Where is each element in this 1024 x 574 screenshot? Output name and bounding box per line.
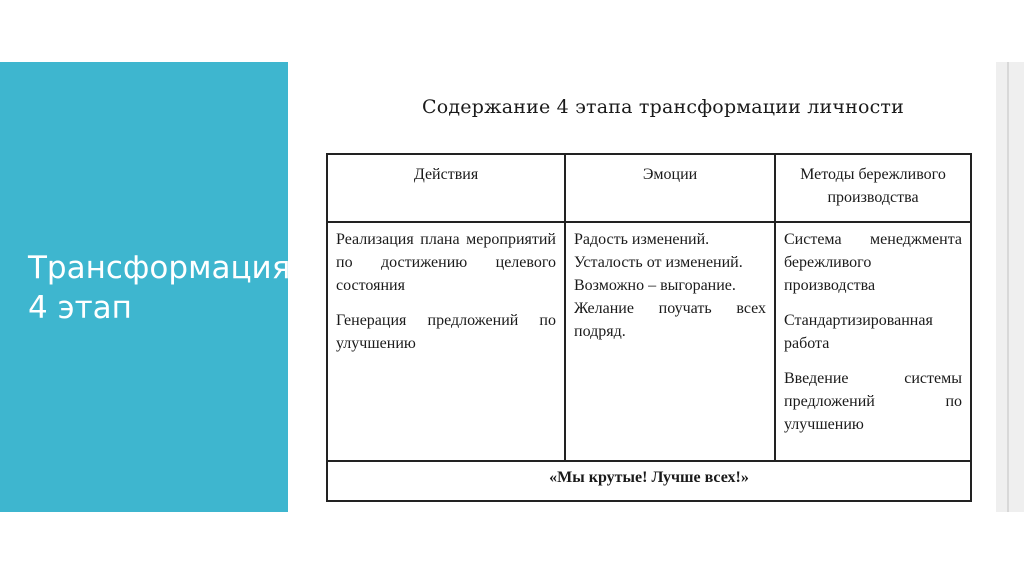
actions-cell	[327, 222, 565, 461]
table-header-row	[327, 154, 971, 222]
action-item: Генерация предложений по улучшению	[336, 312, 556, 352]
methods-cell	[775, 222, 971, 461]
header-actions: Действия	[327, 154, 565, 222]
scroll-edge-divider	[1007, 62, 1009, 512]
header-emotions: Эмоции	[565, 154, 775, 222]
footer-slogan: «Мы крутые! Лучше всех!»	[327, 461, 971, 501]
table-row	[327, 222, 971, 461]
slide-title: Трансформация, 4 этап	[28, 250, 301, 326]
emotion-item: Усталость от изменений.	[574, 254, 743, 271]
method-item: Введение системы предложений по улучшению	[784, 370, 962, 433]
emotions-cell	[565, 222, 775, 461]
emotion-item: Желание поучать всех подряд.	[574, 300, 766, 340]
header-methods: Методы бережливого производства	[775, 154, 971, 222]
emotion-item: Радость изменений.	[574, 231, 710, 248]
scroll-edge	[996, 62, 1024, 512]
action-item: Реализация плана мероприятий по достижению целевого состояния	[336, 231, 556, 294]
transformation-table	[326, 153, 972, 502]
table-footer-row	[327, 461, 971, 501]
emotion-item: Возможно – выгорание.	[574, 277, 736, 294]
table-caption: Содержание 4 этапа трансформации личности	[421, 96, 905, 118]
method-item: Система менеджмента бережливого производства	[784, 231, 962, 294]
method-item: Стандартизированная работа	[784, 312, 933, 352]
